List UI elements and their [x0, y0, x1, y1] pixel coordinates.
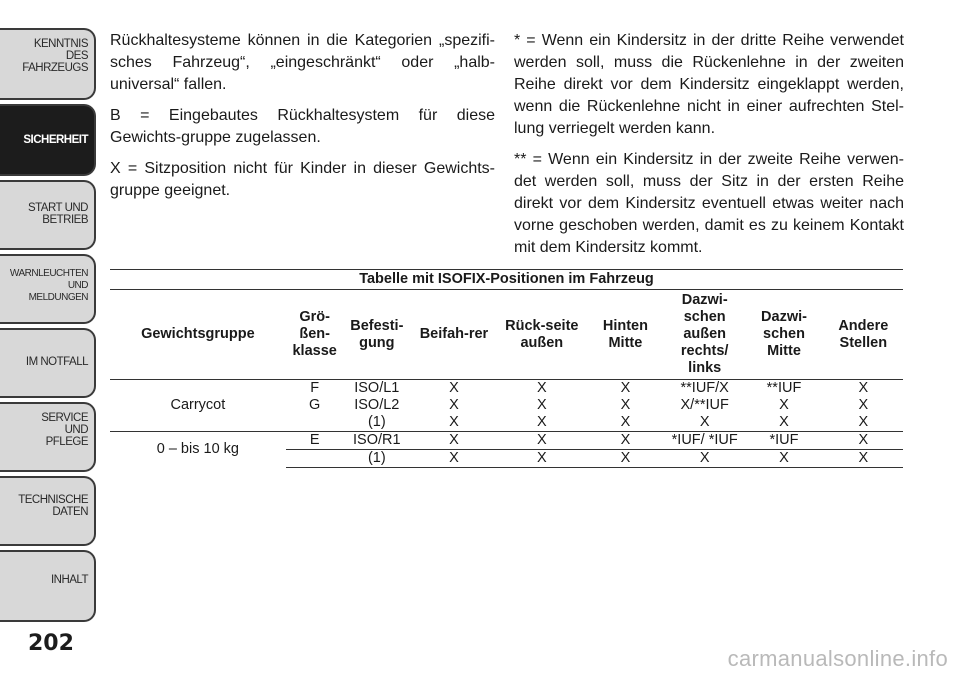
table-title: Tabelle mit ISOFIX-Positionen im Fahrzeug — [110, 270, 903, 290]
table-cell: ISO/L1 — [354, 380, 400, 396]
header-beifahrer: Beifah-rer — [410, 290, 498, 380]
tab-start-und-betrieb[interactable] — [0, 180, 96, 250]
tab-label: UND — [64, 424, 88, 436]
table-cell: X — [858, 380, 869, 396]
table-cell: X — [744, 450, 823, 468]
tab-label: SERVICE — [41, 412, 88, 424]
table-cell: X — [498, 432, 586, 450]
table-cell: X — [620, 380, 631, 396]
table-cell: X — [824, 432, 903, 450]
table-cell: (1) — [344, 450, 410, 468]
table-cell: ISO/R1 — [344, 432, 410, 450]
table-cell: X — [586, 432, 665, 450]
table-cell — [286, 414, 344, 432]
table-row — [110, 432, 903, 450]
tab-label: TECHNISCHE — [18, 494, 88, 506]
table-cell: X — [699, 414, 710, 430]
isofix-table — [110, 269, 903, 468]
tab-warnleuchten-und-meldungen[interactable] — [0, 254, 96, 324]
table-cell: X — [858, 397, 869, 413]
header-befestigung: Befesti-gung — [344, 290, 410, 380]
tab-label: KENNTNIS — [33, 38, 88, 50]
header-rueckseite-aussen: Rück-seite außen — [498, 290, 586, 380]
paragraph: B = Eingebautes Rückhaltesystem für diese Gewichts-gruppe zugelassen. — [110, 107, 495, 146]
tab-label: INHALT — [50, 574, 88, 586]
paragraph: ** = Wenn ein Kindersitz in der zweite Reihe verwen-det werden soll, muss der Sitz in der ersten Reihe direkt vor dem Kindersitz eventuell etwas weiter nach vorne geschoben werden, damit es zu keinem Kontakt mit dem Kindersitz kommt. — [514, 151, 904, 256]
table-cell — [286, 450, 344, 468]
table-cell: X — [536, 414, 547, 430]
watermark: carmanualsonline.info — [727, 646, 948, 671]
table-header-row — [110, 290, 903, 380]
table-cell: *IUF/ *IUF — [665, 432, 744, 450]
table-cell: X — [620, 397, 631, 413]
table-cell: **IUF/X — [680, 380, 729, 396]
tab-sicherheit[interactable] — [0, 104, 96, 176]
tab-inhalt[interactable] — [0, 550, 96, 622]
table-cell: X — [824, 450, 903, 468]
table-cell: X — [779, 397, 789, 413]
tab-technische-daten[interactable] — [0, 476, 96, 546]
table-cell: G — [309, 397, 321, 413]
tab-label: DATEN — [52, 506, 88, 518]
table-cell: X — [449, 414, 459, 430]
header-gewichtsgruppe: Gewichtsgruppe — [110, 290, 286, 380]
table-cell: X — [536, 380, 547, 396]
left-column — [110, 30, 495, 211]
header-dazwischen-aussen: Dazwi-schen außen rechts/ links — [665, 290, 744, 380]
right-column — [514, 30, 904, 268]
tab-label: WARNLEUCHTEN — [9, 268, 88, 279]
table-cell: X — [620, 414, 631, 430]
table-cell: (1) — [367, 414, 386, 430]
tab-label: UND — [67, 280, 88, 291]
group-name: 0 – bis 10 kg — [110, 432, 286, 468]
group-name: Carrycot — [170, 397, 226, 413]
page-number: 202 — [28, 631, 74, 656]
tab-label: IM NOTFALL — [25, 356, 88, 368]
paragraph: Rückhaltesysteme können in die Kategorien „spezifi-sches Fahrzeug“, „eingeschränkt“ oder „halb-universal“ fallen. — [110, 32, 495, 93]
header-groessenklasse: Grö-ßen-klasse — [286, 290, 344, 380]
tab-im-notfall[interactable] — [0, 328, 96, 398]
header-dazwischen-mitte: Dazwi-schen Mitte — [744, 290, 823, 380]
table-cell: F — [310, 380, 320, 396]
header-hinten-mitte: Hinten Mitte — [586, 290, 665, 380]
tab-kenntnis-des-fahrzeugs[interactable] — [0, 28, 96, 100]
table-cell: X — [449, 380, 459, 396]
table-cell: X — [410, 450, 498, 468]
tab-label: PFLEGE — [45, 436, 88, 448]
table-cell: *IUF — [744, 432, 823, 450]
table-cell: X/**IUF — [680, 397, 729, 413]
tab-label: FAHRZEUGS — [22, 62, 88, 74]
table-cell: X — [498, 450, 586, 468]
table-cell: X — [449, 397, 459, 413]
table-cell: X — [586, 450, 665, 468]
paragraph: X = Sitzposition nicht für Kinder in dieser Gewichts-gruppe geeignet. — [110, 160, 495, 199]
tab-service-und-pflege[interactable] — [0, 402, 96, 472]
table-cell: X — [665, 450, 744, 468]
tab-label: DES — [65, 50, 88, 62]
tab-label: SICHERHEIT — [23, 134, 88, 146]
tab-label: START UND — [27, 202, 88, 214]
table-cell: X — [779, 414, 789, 430]
header-andere-stellen: Andere Stellen — [824, 290, 903, 380]
table-cell: X — [536, 397, 547, 413]
table-cell: E — [286, 432, 344, 450]
paragraph: * = Wenn ein Kindersitz in der dritte Reihe verwendet werden soll, muss die Rückenlehne in der zweiten Reihe direkt vor dem Kindersitz eingeklappt werden, wenn die Rückenlehne nicht in einer aufrechten Stel-lung verriegelt werden kann. — [514, 32, 904, 137]
table-cell: ISO/L2 — [354, 397, 400, 413]
tab-label: BETRIEB — [42, 214, 88, 226]
table-row — [110, 380, 903, 398]
table-cell: X — [858, 414, 869, 430]
table-cell: X — [410, 432, 498, 450]
tab-label: MELDUNGEN — [28, 292, 88, 303]
table-cell: **IUF — [766, 380, 802, 396]
